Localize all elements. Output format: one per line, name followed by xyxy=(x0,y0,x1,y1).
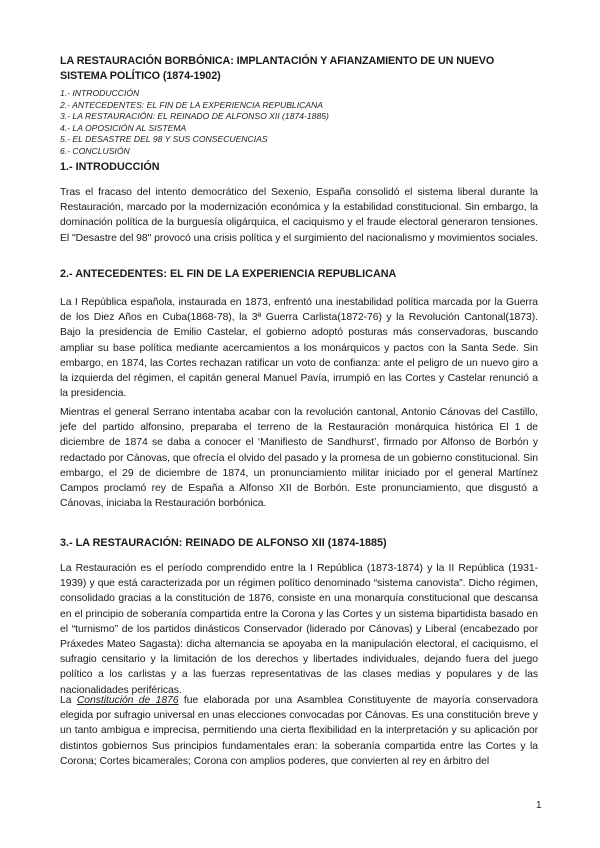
paragraph-rest: fue elaborada por una Asamblea Constituyente de mayoría conservadora elegida por sufragio universal en unas elecciones convocadas por Cánovas. Es una constitución breve y un tanto ambigua e imprecisa, permitiendo una cierta flexibilidad en la interpretación y su aplicación por distintos gobiernos Sus principios fundamentales eran: la soberanía compartida entre las Cortes y la Corona; Cortes bicamerales; Corona con amplios poderes, que convierten al rey en árbitro del xyxy=(60,695,538,767)
section-heading-intro: 1.- INTRODUCCIÓN xyxy=(60,161,160,173)
paragraph-antecedentes-2: Mientras el general Serrano intentaba acabar con la revolución cantonal, Antonio Cánovas del Castillo, jefe del partido alfonsino, preparaba el terreno de la Restauración monárquica histórica El 1 de diciembre de 1874 se daba a conocer el ‘Manifiesto de Sandhurst’, firmado por Alfonso de Borbón y redactado por Cánovas, que ofrecía el olvido del pasado y la promesa de un gobierno constitucional. Sin embargo, el 29 de diciembre de 1874, un pronunciamiento militar iniciado por el general Martínez Campos proclamó rey de España a Alfonso XII de Borbón. Este pronunciamiento, que disgustó a Cánovas, iniciaba la Restauración borbónica. xyxy=(60,407,538,510)
paragraph-restauracion-1: La Restauración es el período comprendido entre la I República (1873-1874) y la II República (1931-1939) y que está caracterizada por un régimen político denominado “sistema canovista”. Dicho régimen, consolidado gracias a la constitución de 1876, consiste en una monarquía constitucional que descansa en el principio de soberanía compartida entre la Corona y las Cortes y un sistema bipartidista basado en el “turnismo” de los partidos dinásticos Conservador (liderado por Cánovas) y Liberal (encabezado por Práxedes Mateo Sagasta): dicha alternancia se apoyaba en la manipulación electoral, el caciquismo, el sufragio censitario y la limitación de los derechos y libertades individuales, dejando fuera del juego político a los carlistas y a las fuerzas representativas de las clases medias y populares y de las nacionalidades periféricas. xyxy=(60,563,538,696)
paragraph-restauracion-2 xyxy=(60,693,538,769)
toc-item: 5.- EL DESASTRE DEL 98 Y SUS CONSECUENCIAS xyxy=(60,134,268,144)
paragraph-intro: Tras el fracaso del intento democrático del Sexenio, España consolidó el sistema liberal durante la Restauración, marcado por la modernización económica y la estabilidad constitucional. Sin embargo, la dominación política de la burguesía oligárquica, el caciquismo y el fraude electoral generaron tensiones. El "Desastre del 98" provocó una crisis política y el surgimiento del nacionalismo y movimientos sociales. xyxy=(60,187,538,244)
toc-item: 1.- INTRODUCCIÓN xyxy=(60,88,140,98)
constitution-link[interactable]: Constitución de 1876 xyxy=(76,695,179,706)
section-heading-antecedentes: 2.- ANTECEDENTES: EL FIN DE LA EXPERIENCIA REPUBLICANA xyxy=(60,268,397,280)
paragraph-prefix: La xyxy=(60,695,77,706)
toc-item: 4.- LA OPOSICIÓN AL SISTEMA xyxy=(60,122,187,133)
paragraph-antecedentes-1: La I República española, instaurada en 1873, enfrentó una inestabilidad política marcada por la Guerra de los Diez Años en Cuba(1868-78), la 3ª Guerra Carlista(1872-76) y la Revolución Cantonal(1873). Bajo la presidencia de Emilio Castelar, el gobierno adoptó posturas más conservadoras, buscando ampliar su base política mediante acercamientos a los monárquicos y pactos con la Santa Sede. Sin embargo, en 1874, las Cortes rechazan ratificar un voto de confianza: ante el peligro de un nuevo giro a la izquierda del régimen, el capitán general Manuel Pavía, irrumpió en las Cortes y Castelar renunció a la presidencia. xyxy=(60,297,538,400)
toc-item: 3.- LA RESTAURACIÓN: EL REINADO DE ALFONSO XII (1874-1885) xyxy=(60,111,329,121)
toc-item: 6.- CONCLUSIÓN xyxy=(60,145,130,156)
section-heading-restauracion: 3.- LA RESTAURACIÓN: REINADO DE ALFONSO XII (1874-1885) xyxy=(60,537,387,549)
page-number: 1 xyxy=(536,800,542,811)
toc-item: 2.- ANTECEDENTES: EL FIN DE LA EXPERIENCIA REPUBLICANA xyxy=(60,99,323,110)
document-title: LA RESTAURACIÓN BORBÓNICA: IMPLANTACIÓN Y AFIANZAMIENTO DE UN NUEVO SISTEMA POLÍTICO (1874-1902) xyxy=(60,55,495,82)
table-of-contents xyxy=(60,88,540,157)
